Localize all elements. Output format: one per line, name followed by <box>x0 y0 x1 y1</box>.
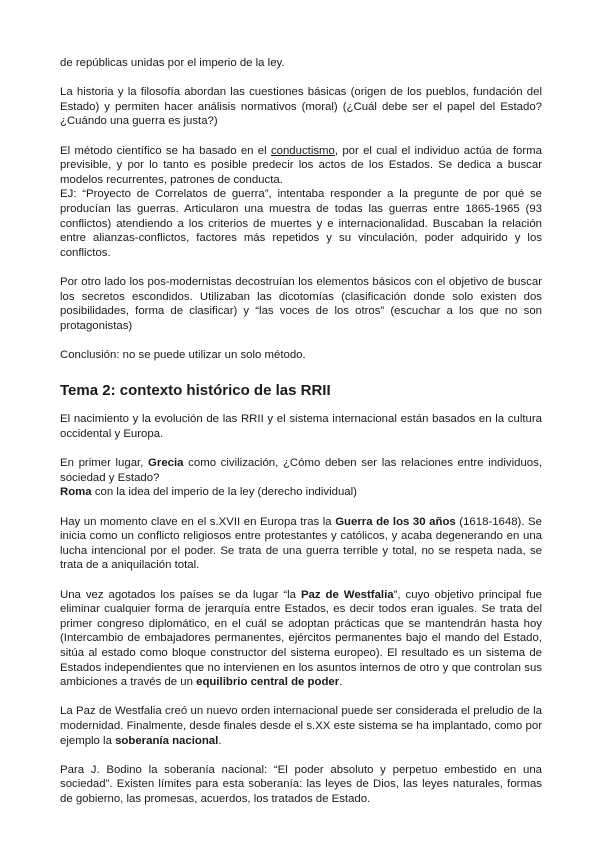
bold-term: Grecia <box>148 457 184 470</box>
paragraph-history-philosophy: La historia y la filosofía abordan las cuestiones básicas (origen de los pueblos, fundación del Estado) y permiten hacer análisis normativos (moral) (¿Cuál debe ser el papel del Estado? ¿Cuándo una guerra es justa?) <box>60 86 542 128</box>
text-run: , por el cual el individuo actúa de forma previsible, y por lo tanto es posible predecir los actos de los Estados. Se dedica a buscar modelos recurrentes, patrones de conducta. <box>60 144 543 186</box>
underlined-term: conductismo <box>270 144 335 157</box>
paragraph-conclusion: Conclusión: no se puede utilizar un solo método. <box>60 348 306 361</box>
paragraph-westphalia <box>60 588 542 690</box>
text-run: Una vez agotados los países se da lugar “la <box>60 588 301 601</box>
paragraph-greece-rome <box>60 456 542 500</box>
paragraph-origins: El nacimiento y la evolución de las RRII y el sistema internacional están basados en la cultura occidental y Europa. <box>60 413 542 441</box>
bold-term: equilibrio central de poder <box>196 676 340 689</box>
paragraph-postmodernists: Por otro lado los pos-modernistas decostruían los elementos básicos con el objetivo de buscar los secretos escondidos. Utilizaban las dicotomías (clasificación donde solo existen dos posibilidades, forma de clasificar) y “las voces de los otros” (escuchar a los que no son protagonistas) <box>60 275 542 332</box>
text-run: . <box>218 734 222 747</box>
text-run: como civilización, ¿Cómo deben ser las relaciones entre individuos, sociedad y Estado? <box>60 457 542 484</box>
document-page <box>60 56 542 807</box>
text-run: ”, cuyo objetivo principal fue eliminar cualquier forma de jerarquía entre Estados, es decir todos eran iguales. Se trata del primer congreso diplomático, en el cuál se adoptan prácticas que se mantendrán hasta hoy (Intercambio de embajadores permanentes, ejércitos permanentes bajo el mando del Estado, sitúa al estado como bloque constructor del sistema europeo). El resultado es un sistema de Estados independientes que no intervienen en los asuntos internos de otro y que controlan sus ambiciones a través de un <box>60 588 542 689</box>
bold-term: Roma <box>60 486 92 499</box>
text-run: La Paz de Westfalia creó un nuevo orden internacional puede ser considerada el preludio de la modernidad. Finalmente, desde finales desde el s.XX este sistema se ha implantado, como por ejemplo la <box>60 705 542 747</box>
text-run: con la idea del imperio de la ley (derecho individual) <box>91 486 357 499</box>
text-run: . <box>339 676 343 689</box>
text-run: El método científico se ha basado en el <box>60 144 271 157</box>
paragraph-continuation: de repúblicas unidas por el imperio de la ley. <box>60 57 285 69</box>
paragraph-new-order <box>60 704 542 748</box>
paragraph-example: EJ: “Proyecto de Correlatos de guerra”, intentaba responder a la pregunte de por qué se producían las guerras. Articularon una muestra de todas las guerras entre 1865-1965 (93 conflictos) atendiendo a los criterios de muertes y e internacionalidad. Buscaban la relación entre alianzas-conflictos, factores más repetidos y su vinculación, poder adquirido y los conflictos. <box>60 188 542 259</box>
text-run: Hay un momento clave en el s.XVII en Europa tras la <box>60 515 336 528</box>
paragraph-scientific-method <box>60 144 542 188</box>
text-run: En primer lugar, <box>60 457 149 470</box>
paragraph-bodino: Para J. Bodino la soberanía nacional: “El poder absoluto y perpetuo embestido en una sociedad”. Existen límites para esta soberanía: las leyes de Dios, las leyes naturales, formas de gobierno, las promesas, acuerdos, los tratados de Estado. <box>60 763 542 805</box>
bold-term: Paz de Westfalia <box>300 588 394 601</box>
bold-term: soberanía nacional <box>115 734 219 747</box>
bold-term: Guerra de los 30 años <box>335 515 456 528</box>
text-run: (1618-1648). Se inicia como un conflicto religiosos entre protestantes y católicos, y acaba degenerando en una lucha intencional por el poder. Se trata de una guerra terrible y total, no se respeta nada, se trata de a aniquilación total. <box>60 515 542 572</box>
section-heading: Tema 2: contexto histórico de las RRII <box>60 382 331 400</box>
paragraph-thirty-years-war <box>60 515 542 573</box>
